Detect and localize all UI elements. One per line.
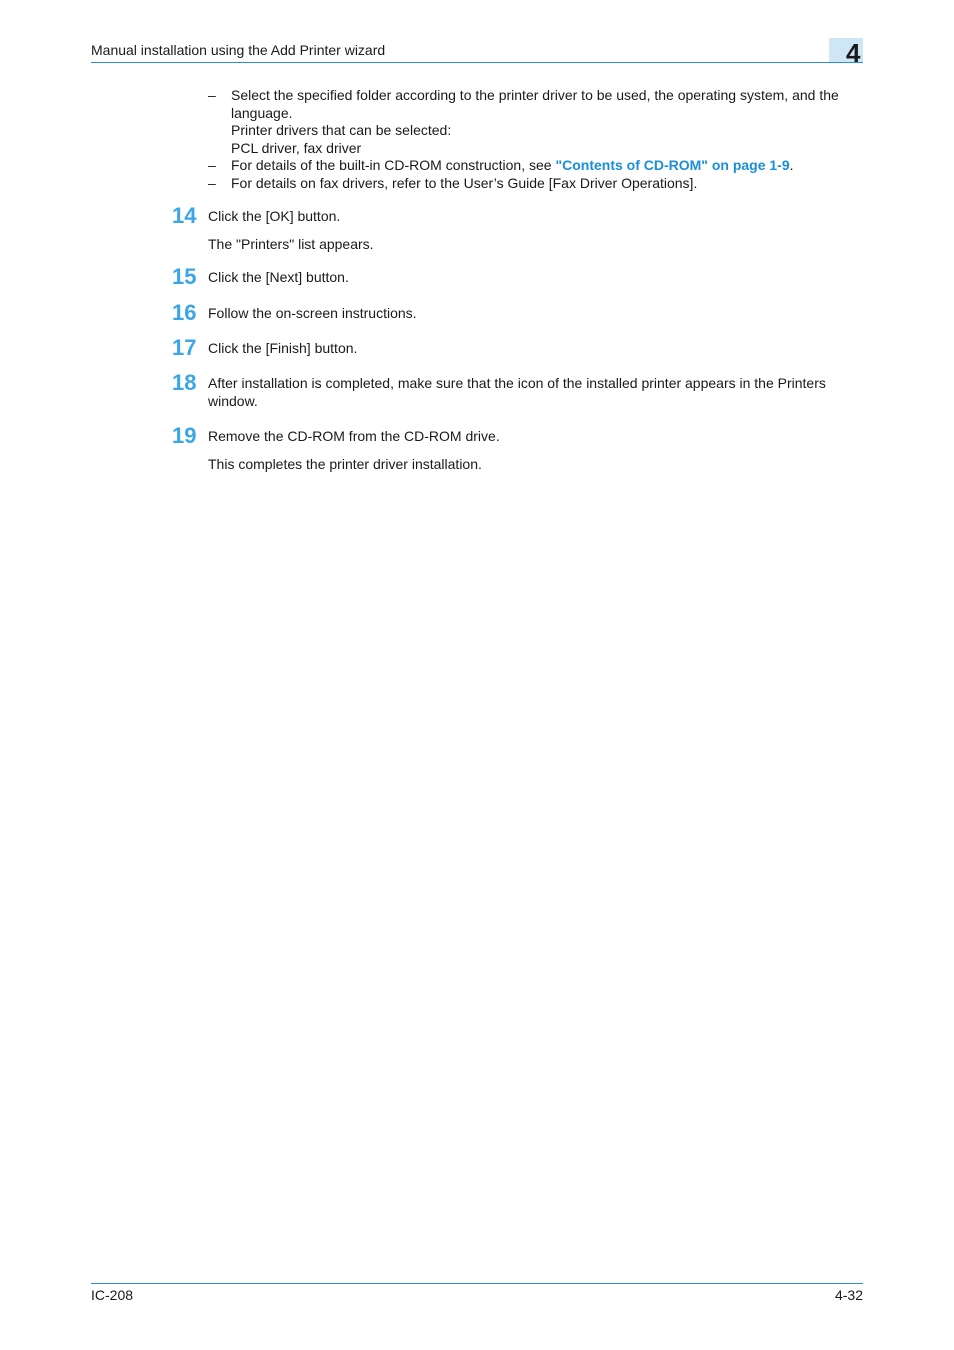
footer-model: IC-208 [91,1287,134,1303]
bullet-dash: – [208,157,216,174]
bullet-text: . [789,157,794,174]
step-number: 16 [172,300,197,325]
bullet-item [208,87,868,157]
step-result: The "Printers" list appears. [208,236,374,252]
step-result: This completes the printer driver installation. [208,456,482,472]
bullet-line: Printer drivers that can be selected: [231,122,452,139]
footer-divider [91,1283,863,1284]
step-instruction: Follow the on-screen instructions. [208,305,417,321]
step-number: 15 [172,264,197,289]
chapter-number: 4 [846,38,861,68]
step-instruction: Remove the CD-ROM from the CD-ROM drive. [208,428,500,444]
bullet-line [231,157,868,175]
step-number: 18 [172,370,197,395]
bullet-line: Select the specified folder according to the printer driver to be used, the operating system, and the [231,87,839,103]
running-header-title: Manual installation using the Add Printer wizard [91,42,386,58]
bullet-item [208,157,868,175]
step-instruction: Click the [OK] button. [208,208,341,224]
bullet-item [208,175,868,193]
step-number: 17 [172,335,197,360]
bullet-dash: – [208,174,216,191]
cross-reference-link[interactable]: "Contents of CD-ROM" on page 1-9 [555,157,790,174]
bullet-line: PCL driver, fax driver [231,139,362,156]
header-divider [91,62,863,63]
bullet-line: For details on fax drivers, refer to the User’s Guide [Fax Driver Operations]. [231,174,698,191]
step-number: 19 [172,423,197,448]
step-instruction: Click the [Finish] button. [208,340,358,356]
bullet-line: language. [231,104,293,121]
step-instruction: After installation is completed, make sure that the icon of the installed printer appears in the Printers window. [208,375,826,409]
bullet-text: For details of the built-in CD-ROM construction, see [231,157,556,174]
step-instruction: Click the [Next] button. [208,269,349,285]
bullet-dash: – [208,87,216,103]
bullet-list [208,87,868,193]
step-number: 14 [172,203,197,228]
footer-page-number: 4-32 [834,1287,863,1303]
